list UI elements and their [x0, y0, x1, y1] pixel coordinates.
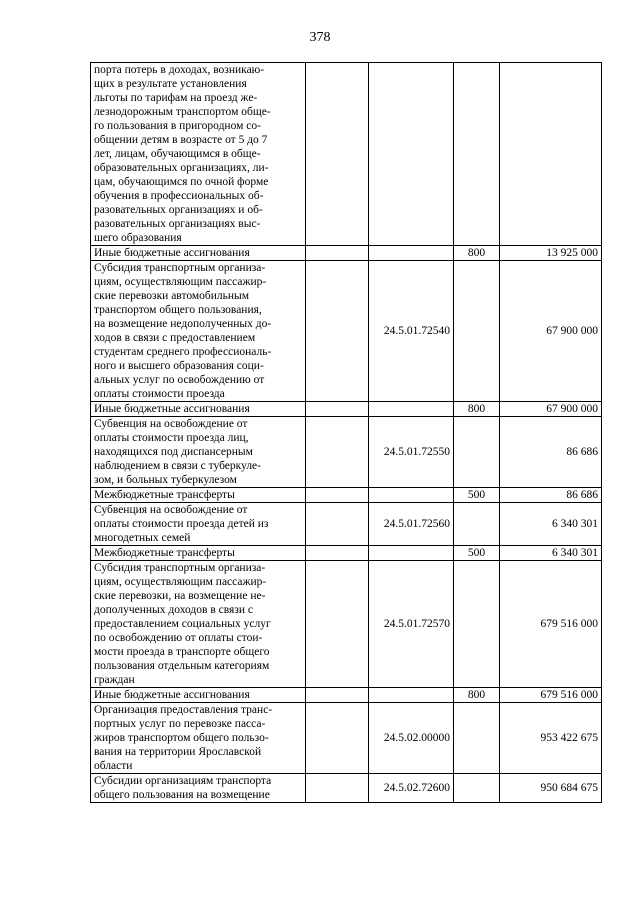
row-program-cell: [306, 246, 369, 261]
row-expense-type-cell: [454, 561, 500, 688]
row-name-cell: Субсидии организациям транспорта общего пользования на возмещение: [91, 774, 306, 803]
row-amount-cell: 67 900 000: [500, 402, 602, 417]
row-name-cell: Субвенция на освобождение от оплаты стоимости проезда детей из многодетных семей: [91, 503, 306, 546]
row-name-cell: Субсидия транспортным организа- циям, осуществляющим пассажир- ские перевозки автомобильным транспортом общего пользования, на возмещение недополученных до- ходов в связи с предоставлением студентам среднего профессиональ- ного и высшего образования соци- альных услуг по освобождению от оплаты стоимости проезда: [91, 261, 306, 402]
row-expense-type-cell: [454, 503, 500, 546]
row-name-cell: Организация предоставления транс- портных услуг по перевозке пасса- жиров транспортом общего пользо- вания на территории Ярославской области: [91, 703, 306, 774]
row-amount-cell: 86 686: [500, 417, 602, 488]
table-row: [91, 261, 602, 402]
row-expense-type-cell: 500: [454, 546, 500, 561]
row-expense-type-cell: 800: [454, 688, 500, 703]
row-target-code-cell: 24.5.01.72560: [369, 503, 454, 546]
table-row: [91, 488, 602, 503]
table-row: [91, 402, 602, 417]
table-row: [91, 561, 602, 688]
row-amount-cell: 679 516 000: [500, 688, 602, 703]
row-target-code-cell: [369, 488, 454, 503]
row-amount-cell: [500, 63, 602, 246]
budget-table: [90, 62, 602, 803]
row-target-code-cell: [369, 63, 454, 246]
row-expense-type-cell: [454, 417, 500, 488]
row-program-cell: [306, 63, 369, 246]
table-row: [91, 63, 602, 246]
row-program-cell: [306, 561, 369, 688]
row-expense-type-cell: 800: [454, 402, 500, 417]
row-amount-cell: 67 900 000: [500, 261, 602, 402]
row-expense-type-cell: 800: [454, 246, 500, 261]
row-amount-cell: 950 684 675: [500, 774, 602, 803]
row-amount-cell: 679 516 000: [500, 561, 602, 688]
row-program-cell: [306, 774, 369, 803]
row-name-cell: Субвенция на освобождение от оплаты стоимости проезда лиц, находящихся под диспансерным наблюдением в связи с туберкуле- зом, и больных туберкулезом: [91, 417, 306, 488]
row-target-code-cell: 24.5.02.00000: [369, 703, 454, 774]
row-program-cell: [306, 261, 369, 402]
row-target-code-cell: 24.5.01.72550: [369, 417, 454, 488]
row-name-cell: Субсидия транспортным организа- циям, осуществляющим пассажир- ские перевозки, на возмещение не- дополученных доходов в связи с предоставлением социальных услуг по освобождению от оплаты стои- мости проезда в транспорте общего пользования отдельным категориям граждан: [91, 561, 306, 688]
row-target-code-cell: [369, 688, 454, 703]
row-target-code-cell: 24.5.02.72600: [369, 774, 454, 803]
row-amount-cell: 13 925 000: [500, 246, 602, 261]
table-row: [91, 546, 602, 561]
row-program-cell: [306, 503, 369, 546]
row-program-cell: [306, 546, 369, 561]
row-expense-type-cell: [454, 63, 500, 246]
row-name-cell: Межбюджетные трансферты: [91, 546, 306, 561]
row-expense-type-cell: [454, 261, 500, 402]
row-name-cell: Иные бюджетные ассигнования: [91, 402, 306, 417]
row-expense-type-cell: [454, 703, 500, 774]
budget-table-body: [91, 63, 602, 803]
row-program-cell: [306, 688, 369, 703]
table-row: [91, 774, 602, 803]
row-expense-type-cell: 500: [454, 488, 500, 503]
table-row: [91, 246, 602, 261]
row-program-cell: [306, 488, 369, 503]
row-target-code-cell: [369, 546, 454, 561]
row-program-cell: [306, 402, 369, 417]
row-name-cell: Иные бюджетные ассигнования: [91, 688, 306, 703]
row-target-code-cell: [369, 246, 454, 261]
row-target-code-cell: 24.5.01.72570: [369, 561, 454, 688]
table-row: [91, 417, 602, 488]
row-amount-cell: 86 686: [500, 488, 602, 503]
table-row: [91, 703, 602, 774]
row-name-cell: Межбюджетные трансферты: [91, 488, 306, 503]
row-target-code-cell: [369, 402, 454, 417]
row-target-code-cell: 24.5.01.72540: [369, 261, 454, 402]
row-name-cell: порта потерь в доходах, возникаю- щих в результате установления льготы по тарифам на проезд же- лезнодорожным транспортом обще- го пользования в пригородном со- общении детям в возрасте от 5 до 7 лет, лицам, обучающимся в обще- образовательных организациях, ли- цам, обучающимся по очной форме обучения в профессиональных об- разовательных организациях и об- разовательных организациях выс- шего образования: [91, 63, 306, 246]
table-row: [91, 688, 602, 703]
row-program-cell: [306, 703, 369, 774]
table-row: [91, 503, 602, 546]
row-amount-cell: 953 422 675: [500, 703, 602, 774]
row-program-cell: [306, 417, 369, 488]
row-amount-cell: 6 340 301: [500, 503, 602, 546]
row-amount-cell: 6 340 301: [500, 546, 602, 561]
row-name-cell: Иные бюджетные ассигнования: [91, 246, 306, 261]
row-expense-type-cell: [454, 774, 500, 803]
page-number: 378: [309, 30, 331, 45]
